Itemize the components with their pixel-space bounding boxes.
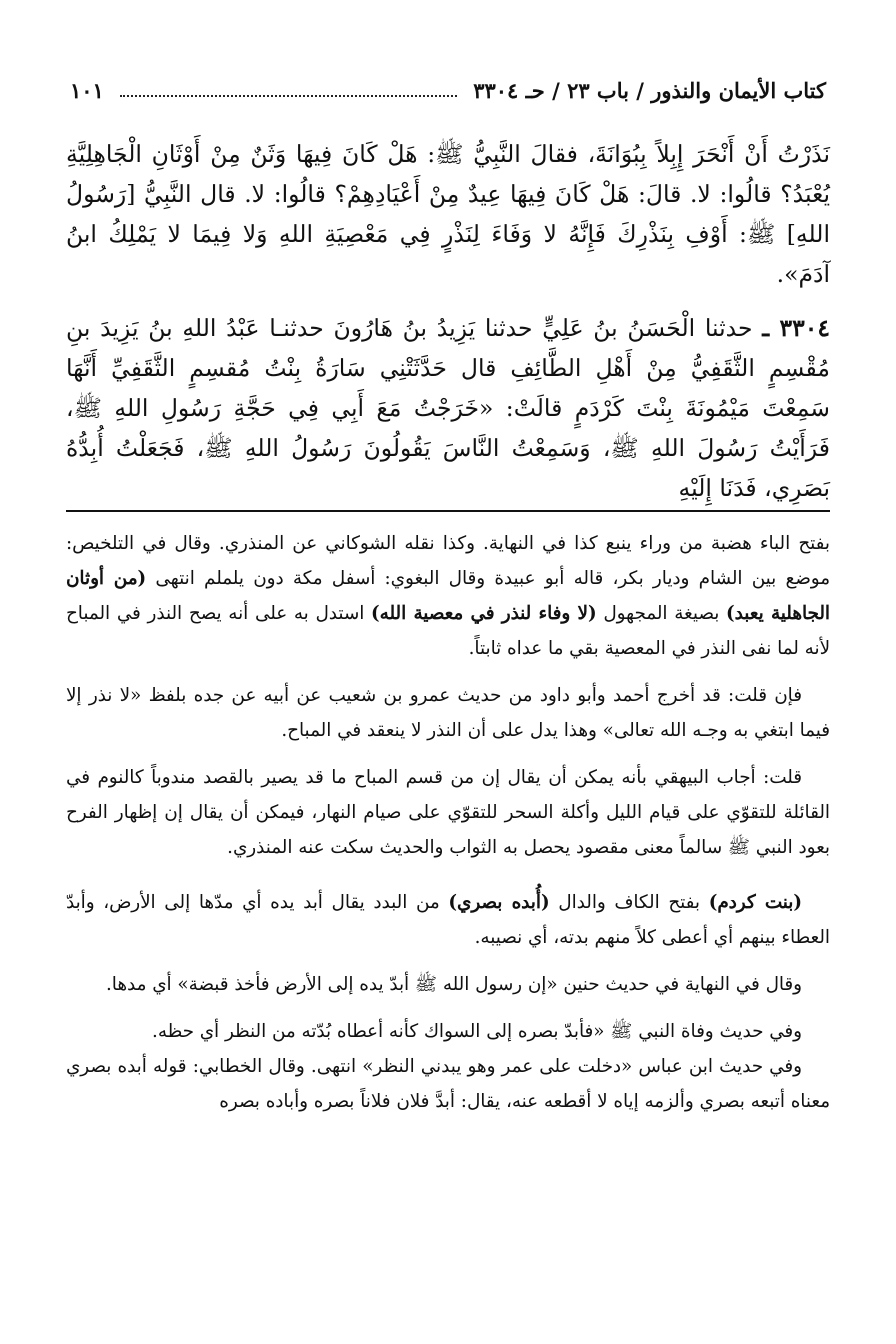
note-text: بصيغة المجهول xyxy=(603,603,720,624)
commentary xyxy=(66,526,830,1119)
page-header xyxy=(70,72,826,108)
main-text xyxy=(66,134,830,508)
hadith-number: ٣٣٠٤ ـ xyxy=(762,314,830,342)
note-paragraph-4 xyxy=(66,885,830,955)
note-text: بفتح الباء هضبة من وراء ينبع كذا في النهاية. وكذا نقله الشوكاني عن المنذري. وقال في التلخيص: موضع بين الشام وديار بكر، قاله أبو عبيدة وقال البغوي: أسفل مكة دون يلملم انتهى xyxy=(66,533,830,589)
note-paragraph-3: قلت: أجاب البيهقي بأنه يمكن أن يقال إن من قسم المباح ما قد يصير بالقصد مندوباً كالنوم في القائلة للتقوّي على قيام الليل وأكلة السحر للتقوّي على صيام النهار، فيمكن أن يقال إن إظهار الفرح بعود النبي ﷺ سالماً معنى مقصود يحصل به الثواب والحديث سكت عنه المنذري. xyxy=(66,767,830,858)
hadith-text: حدثنا الْحَسَنُ بنُ عَلِيٍّ حدثنا يَزِيدُ بنُ هَارُونَ حدثنـا عَبْدُ اللهِ بنُ يَزِيدَ بنِ مُقْسِمٍ الثَّقَفِيُّ مِنْ أَهْلِ الطَّائِفِ قال حَدَّثَتْنِي سَارَةُ بِنْتُ مُقسِمٍ الثَّقَفِيِّ أَنَّهَا سَمِعْتَ مَيْمُونَةَ بِنْتَ كَرْدَمٍ قالَتْ: «خَرَجْتُ مَعَ أَبِي فِي حَجَّةِ رَسُولِ اللهِ ﷺ، فَرَأَيْتُ رَسُولَ اللهِ ﷺ، وَسَمِعْتُ النَّاسَ يَقُولُونَ رَسُولُ اللهِ ﷺ، فَجَعَلْتُ أُبِدُّهُ بَصَرِي، فَدَنَا إِلَيْهِ xyxy=(66,314,830,502)
page-number: ١٠١ xyxy=(70,77,104,103)
main-paragraph-2 xyxy=(66,308,830,508)
leader-dots xyxy=(120,95,457,97)
running-title: كتاب الأيمان والنذور / باب ٢٣ / حـ ٣٣٠٤ xyxy=(473,77,826,103)
note-paragraph-6: وفي حديث وفاة النبي ﷺ «فأبدّ بصره إلى السواك كأنه أعطاه بُدّته من النظر أي حظه. xyxy=(152,1021,802,1042)
footnote-divider xyxy=(66,510,830,512)
note-paragraph-2: فإن قلت: قد أخرج أحمد وأبو داود من حديث عمرو بن شعيب عن أبيه عن جده بلفظ «لا نذر إلا فيما ابتغي به وجـه الله تعالى» وهذا يدل على أن النذر لا ينعقد في المباح. xyxy=(66,685,830,741)
note-text: من البدد يقال أبد يده أي مدّها إلى الأرض، وأبدّ العطاء بينهم أي أعطى كلاً منهم بدته، أي نصيبه. xyxy=(66,892,830,948)
note-lemma: (بنت كردم) xyxy=(708,892,803,913)
note-paragraph-5: وقال في النهاية في حديث حنين «إن رسول الله ﷺ أبدّ يده إلى الأرض فأخذ قبضة» أي مدها. xyxy=(106,974,802,995)
main-paragraph-1: نَذَرْتُ أَنْ أَنْحَرَ إِبِلاً بِبُوَانَةَ، فقالَ النَّبِيُّ ﷺ: هَلْ كَانَ فِيهَا وَثَنٌ مِنْ أَوْثَانِ الْجَاهِلِيَّةِ يُعْبَدُ؟ قالُوا: لا. قالَ: هَلْ كَانَ فِيهَا عِيدٌ مِنْ أَعْيَادِهِمْ؟ قالُوا: لا. قال النَّبِيُّ [رَسُولُ اللهِ] ﷺ: أَوْفِ بِنَذْرِكَ فَإِنَّهُ لا وَفَاءَ لِنَذْرٍ فِي مَعْصِيَةِ اللهِ وَلا فِيمَا لا يَمْلِكُ ابنُ آدَمَ». xyxy=(66,140,830,288)
note-paragraph-1 xyxy=(66,526,830,666)
note-text: بفتح الكاف والدال xyxy=(558,892,700,913)
note-lemma: (لا وفاء لنذر في معصية الله) xyxy=(371,603,597,624)
note-paragraph-7: وفي حديث ابن عباس «دخلت على عمر وهو يبدني النظر» انتهى. وقال الخطابي: قوله أبده بصري معناه أتبعه بصري وألزمه إياه لا أقطعه عنه، يقال: أبدَّ فلان فلاناً بصره وأباده بصره xyxy=(66,1056,830,1112)
note-lemma: (من أوثان الجاهلية يعبد) xyxy=(66,568,830,624)
note-lemma: (أُبده بصري) xyxy=(448,892,550,913)
note-text: استدل به على أنه يصح النذر في المباح لأنه لما نفى النذر في المعصية بقي ما عداه ثابتاً. xyxy=(66,603,830,659)
